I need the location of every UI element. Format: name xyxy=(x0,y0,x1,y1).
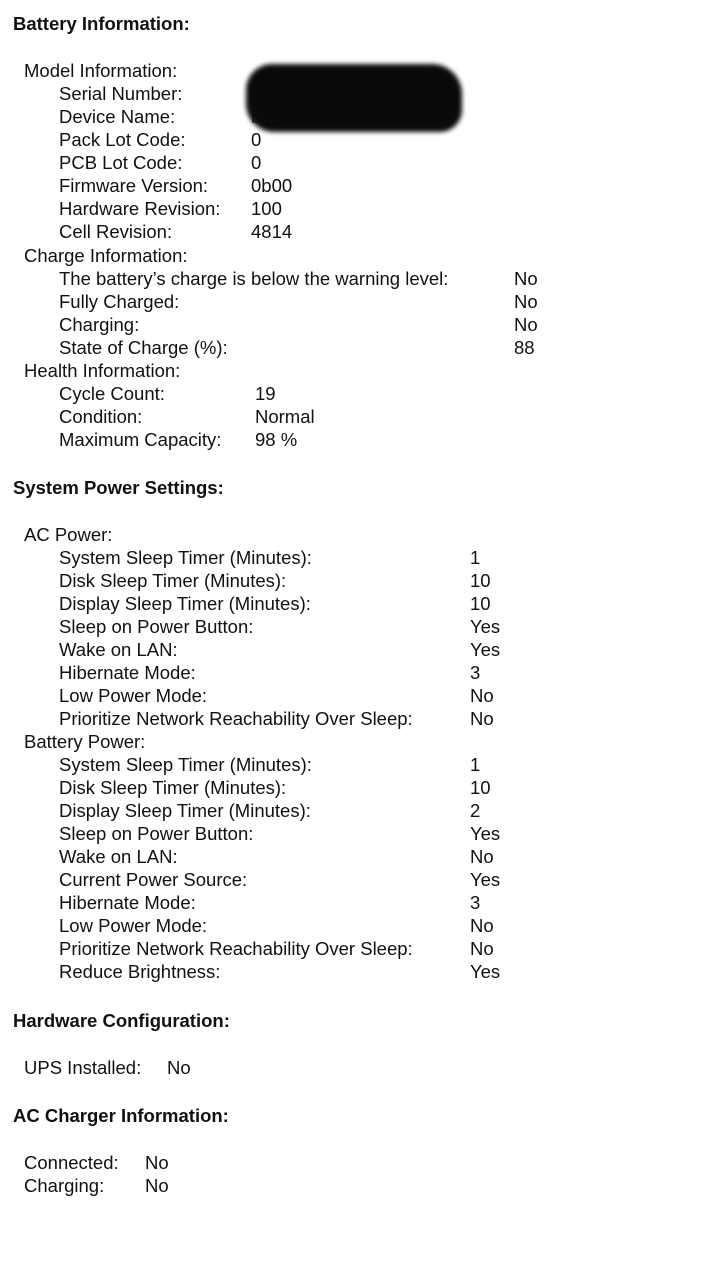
fully-charged-label: Fully Charged: xyxy=(59,291,180,312)
battery-row-label: Hibernate Mode: xyxy=(59,892,196,913)
battery-row-value: No xyxy=(470,846,494,867)
ac-row-value: 10 xyxy=(470,593,491,614)
battery-row-label: Prioritize Network Reachability Over Sleep: xyxy=(59,938,413,959)
battery-row-label: Low Power Mode: xyxy=(59,915,208,936)
warning-level-value: No xyxy=(514,268,538,289)
cell-revision-value: 4814 xyxy=(251,221,293,242)
system-power-settings-heading: System Power Settings: xyxy=(13,477,224,498)
firmware-version-value: 0b00 xyxy=(251,175,293,196)
ups-installed-value: No xyxy=(167,1057,191,1078)
fully-charged-value: No xyxy=(514,291,538,312)
health-information-label: Health Information: xyxy=(24,360,181,381)
ac-power-label: AC Power: xyxy=(24,524,113,545)
state-of-charge-label: State of Charge (%): xyxy=(59,337,228,358)
cycle-count-label: Cycle Count: xyxy=(59,383,165,404)
battery-power-label: Battery Power: xyxy=(24,731,146,752)
charging-label: Charging: xyxy=(59,314,140,335)
ac-row-label: Disk Sleep Timer (Minutes): xyxy=(59,570,287,591)
ac-row-label: Display Sleep Timer (Minutes): xyxy=(59,593,311,614)
charger-connected-label: Connected: xyxy=(24,1152,119,1173)
condition-label: Condition: xyxy=(59,406,143,427)
battery-row-label: Reduce Brightness: xyxy=(59,961,221,982)
battery-row-value: No xyxy=(470,915,494,936)
battery-row-label: Disk Sleep Timer (Minutes): xyxy=(59,777,287,798)
ac-row-value: 10 xyxy=(470,570,491,591)
charger-charging-value: No xyxy=(145,1175,169,1196)
cycle-count-value: 19 xyxy=(255,383,276,404)
battery-row-value: Yes xyxy=(470,823,501,844)
charger-connected-value: No xyxy=(145,1152,169,1173)
firmware-version-label: Firmware Version: xyxy=(59,175,209,196)
warning-level-label: The battery’s charge is below the warning level: xyxy=(59,268,449,289)
pcb-lot-code-value: 0 xyxy=(251,152,262,173)
model-information-label: Model Information: xyxy=(24,60,178,81)
battery-row-value: 2 xyxy=(470,800,481,821)
ac-row-label: Sleep on Power Button: xyxy=(59,616,254,637)
battery-row-value: No xyxy=(470,938,494,959)
maximum-capacity-value: 98 % xyxy=(255,429,298,450)
pack-lot-code-label: Pack Lot Code: xyxy=(59,129,186,150)
ac-row-value: 3 xyxy=(470,662,481,683)
battery-row-value: Yes xyxy=(470,961,501,982)
ac-row-value: No xyxy=(470,685,494,706)
battery-row-value: Yes xyxy=(470,869,501,890)
ac-row-value: Yes xyxy=(470,616,501,637)
charge-information-label: Charge Information: xyxy=(24,245,188,266)
ac-row-label: Wake on LAN: xyxy=(59,639,178,660)
ac-row-label: Prioritize Network Reachability Over Sleep: xyxy=(59,708,413,729)
pack-lot-code-value: 0 xyxy=(251,129,262,150)
serial-number-label: Serial Number: xyxy=(59,83,183,104)
ac-row-label: Hibernate Mode: xyxy=(59,662,196,683)
battery-row-label: Sleep on Power Button: xyxy=(59,823,254,844)
ac-row-value: Yes xyxy=(470,639,501,660)
device-name-label: Device Name: xyxy=(59,106,176,127)
battery-row-label: Display Sleep Timer (Minutes): xyxy=(59,800,311,821)
cell-revision-label: Cell Revision: xyxy=(59,221,173,242)
condition-value: Normal xyxy=(255,406,315,427)
ac-row-value: No xyxy=(470,708,494,729)
charging-value: No xyxy=(514,314,538,335)
ac-row-value: 1 xyxy=(470,547,481,568)
state-of-charge-value: 88 xyxy=(514,337,535,358)
battery-row-label: System Sleep Timer (Minutes): xyxy=(59,754,312,775)
pcb-lot-code-label: PCB Lot Code: xyxy=(59,152,183,173)
battery-information-heading: Battery Information: xyxy=(13,13,190,34)
battery-row-label: Wake on LAN: xyxy=(59,846,178,867)
hardware-revision-label: Hardware Revision: xyxy=(59,198,221,219)
redaction-scribble xyxy=(246,64,462,132)
maximum-capacity-label: Maximum Capacity: xyxy=(59,429,222,450)
hardware-revision-value: 100 xyxy=(251,198,282,219)
hardware-configuration-heading: Hardware Configuration: xyxy=(13,1010,230,1031)
battery-row-value: 10 xyxy=(470,777,491,798)
ac-row-label: System Sleep Timer (Minutes): xyxy=(59,547,312,568)
battery-row-value: 3 xyxy=(470,892,481,913)
ac-row-label: Low Power Mode: xyxy=(59,685,208,706)
ac-charger-information-heading: AC Charger Information: xyxy=(13,1105,229,1126)
battery-row-label: Current Power Source: xyxy=(59,869,248,890)
battery-row-value: 1 xyxy=(470,754,481,775)
ups-installed-label: UPS Installed: xyxy=(24,1057,142,1078)
charger-charging-label: Charging: xyxy=(24,1175,105,1196)
